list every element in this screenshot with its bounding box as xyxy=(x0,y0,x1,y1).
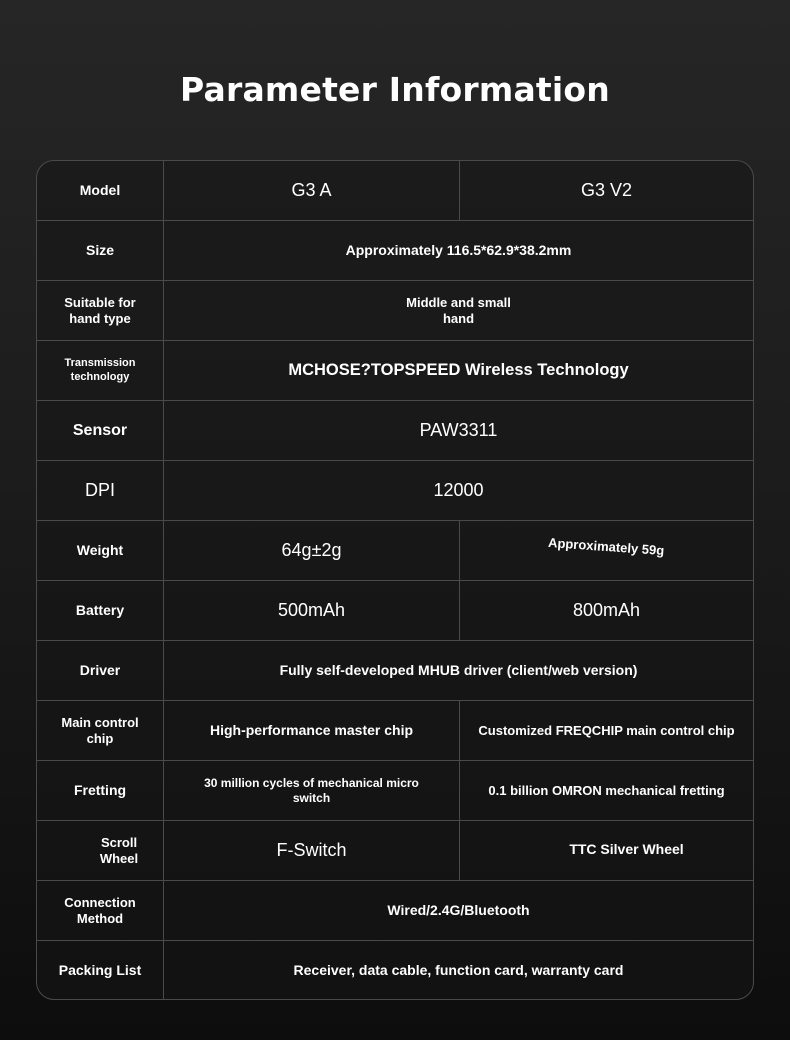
row-label: Sensor xyxy=(37,401,164,460)
cell-value-g3v2: G3 V2 xyxy=(580,179,633,200)
table-row-scroll-wheel xyxy=(37,821,753,881)
cell-value: 12000 xyxy=(433,479,484,500)
row-label: DPI xyxy=(37,461,164,520)
table-row-model xyxy=(37,161,753,221)
row-label: Weight xyxy=(37,521,164,580)
table-row-weight xyxy=(37,521,753,581)
cell-value: Approximately 116.5*62.9*38.2mm xyxy=(345,242,572,259)
row-label: Transmission technology xyxy=(37,341,164,400)
cell-value-g3a: G3 A xyxy=(164,161,460,220)
row-label: Packing List xyxy=(37,941,164,999)
cell-value xyxy=(164,281,753,340)
table-row-size xyxy=(37,221,753,281)
cell-value-g3v2 xyxy=(460,521,753,580)
row-label: Connection Method xyxy=(37,881,164,940)
cell-value: Fully self-developed MHUB driver (client/web version) xyxy=(279,662,638,679)
row-label: Driver xyxy=(37,641,164,700)
table-row-fretting xyxy=(37,761,753,821)
cell-value-g3v2: Customized FREQCHIP main control chip xyxy=(478,722,735,738)
table-row-connection xyxy=(37,881,753,941)
cell-value-g3a xyxy=(164,761,460,820)
cell-value: MCHOSE?TOPSPEED Wireless Technology xyxy=(288,360,629,379)
cell-value-g3a: High-performance master chip xyxy=(164,701,460,760)
cell-value: Wired/2.4G/Bluetooth xyxy=(387,902,530,919)
table-row-packing-list xyxy=(37,941,753,999)
cell-value: Receiver, data cable, function card, warranty card xyxy=(293,961,624,978)
table-row-driver xyxy=(37,641,753,701)
cell-value-text: 30 million cycles of mechanical micro switch xyxy=(204,776,419,805)
cell-value-text: Middle and small hand xyxy=(406,294,511,326)
cell-value: PAW3311 xyxy=(419,419,498,440)
table-row-dpi xyxy=(37,461,753,521)
row-label: Main control chip xyxy=(37,701,164,760)
cell-value-g3v2: 0.1 billion OMRON mechanical fretting xyxy=(488,782,725,798)
cell-value-g3v2: TTC Silver Wheel xyxy=(569,841,684,857)
table-row-battery xyxy=(37,581,753,641)
row-label: Battery xyxy=(37,581,164,640)
cell-value-g3a: F-Switch xyxy=(164,821,460,880)
row-label: Fretting xyxy=(37,761,164,820)
row-label: Suitable for hand type xyxy=(37,281,164,340)
table-row-transmission xyxy=(37,341,753,401)
page-title: Parameter Information xyxy=(180,70,610,109)
cell-value-g3a: 500mAh xyxy=(164,581,460,640)
table-row-hand-type xyxy=(37,281,753,341)
cell-value-g3a: 64g±2g xyxy=(164,521,460,580)
table-row-sensor xyxy=(37,401,753,461)
table-row-main-chip xyxy=(37,701,753,761)
row-label: Model xyxy=(37,161,164,220)
parameter-table xyxy=(36,160,754,1000)
row-label: Scroll Wheel xyxy=(37,821,164,880)
cell-value-text: Approximately 59g xyxy=(547,534,666,559)
row-label: Size xyxy=(37,221,164,280)
cell-value-g3v2: 800mAh xyxy=(572,599,641,620)
